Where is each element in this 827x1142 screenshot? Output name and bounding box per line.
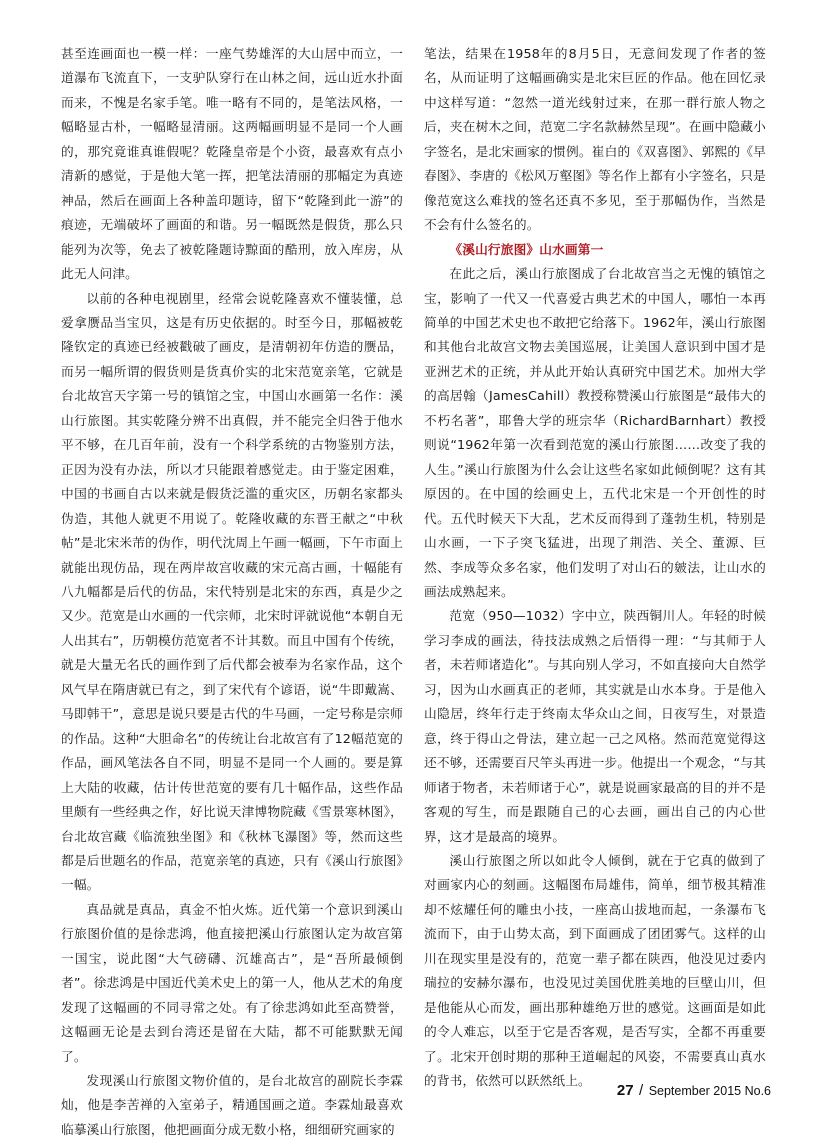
article-paragraph: 真品就是真品，真金不怕火炼。近代第一个意识到溪山行旅图价值的是徐悲鸿，他直接把溪山行旅图认定为故宫第一国宝，说此图“大气磅礴、沉雄高古”，是“吾所最倾倒者”。徐悲鸿是中国近代美术史上的第一人，他从艺术的角度发现了这幅画的不同寻常之处。有了徐悲鸿如此至高赞誉，这幅画无论是去到台湾还是留在大陆，都不可能默默无闻了。 [61, 901, 403, 1064]
left-column [61, 42, 403, 1142]
page-footer [617, 1082, 771, 1099]
article-paragraph: 范宽（950—1032）字中立，陕西铜川人。年轻的时候学习李成的画法，待技法成熟之后悟得一理：“与其师于人者，未若师诸造化”。与其向别人学习，不如直接向大自然学习，因为山水画真正的老师，其实就是山水本身。于是他入山隐居，终年行走于终南太华众山之间，日夜写生，对景造意，终于得山之骨法，建立起一己之风格。然而范宽觉得这还不够，还需要百尺竿头再进一步。他提出一个观念，“与其师诸于物者，未若师诸于心”，就是说画家最高的目的并不是客观的写生，而是跟随自己的心去画，画出自己的内心世界，这才是最高的境界。 [424, 608, 766, 844]
article-paragraph: 在此之后，溪山行旅图成了台北故宫当之无愧的镇馆之宝，影响了一代又一代喜爱古典艺术的中国人，哪怕一本再简单的中国艺术史也不敢把它给落下。1962年，溪山行旅图和其他台北故宫文物去美国巡展，让美国人意识到中国才是亚洲艺术的正统，并从此开始认真研究中国艺术。加州大学的高居翰（JamesCahill）教授称赞溪山行旅图是“最伟大的不朽名著”，耶鲁大学的班宗华（RichardBarnhart）教授则说“1962年第一次看到范宽的溪山行旅图……改变了我的人生。”溪山行旅图为什么会让这些名家如此倾倒呢？这有其原因的。在中国的绘画史上，五代北宋是一个开创性的时代。五代时候天下大乱，艺术反而得到了蓬勃生机，特别是山水画，一下子突飞猛进，出现了荆浩、关仝、董源、巨然、李成等众多名家，他们发明了对山石的皴法，让山水的画法成熟起来。 [424, 266, 766, 599]
page-number: 27 [616, 1082, 634, 1099]
right-column [424, 42, 766, 1093]
article-paragraph: 笔法，结果在1958年的8月5日，无意间发现了作者的签名，从而证明了这幅画确实是北宋巨匠的作品。他在回忆录中这样写道：“忽然一道光线射过来，在那一群行旅人物之后，夹在树木之间，范宽二字名款赫然呈现”。在画中隐藏小字签名，是北宋画家的惯例。崔白的《双喜图》、郭熙的《早春图》、李唐的《松风万壑图》等名作上都有小字签名，只是像范宽这么难找的签名还真不多见，至于那幅伪作，当然是不会有什么签名的。 [424, 46, 766, 233]
article-paragraph: 甚至连画面也一模一样：一座气势雄浑的大山居中而立，一道瀑布飞流直下，一支驴队穿行在山林之间，远山近水扑面而来，不愧是名家手笔。唯一略有不同的，是笔法风格，一幅略显古朴，一幅略显清丽。这两幅画明显不是同一个人画的，那究竟谁真谁假呢？乾隆皇帝是个小资，最喜欢有点小清新的感觉，于是他大笔一挥，把笔法清丽的那幅定为真迹神品，然后在画面上各种盖印题诗，留下“乾隆到此一游”的痕迹，无端破坏了画面的和谐。另一幅既然是假货，那么只能列为次等，免去了被乾隆题诗黥面的酷刑，放入库房，从此无人问津。 [61, 46, 403, 282]
issue-label: September 2015 No.6 [648, 1084, 771, 1098]
article-paragraph: 以前的各种电视剧里，经常会说乾隆喜欢不懂装懂，总爱拿赝品当宝贝，这是有历史依据的。时至今日，那幅被乾隆钦定的真迹已经被戳破了画皮，是清朝初年仿造的赝品，而另一幅所谓的假货则是货真价实的北宋范宽亲笔，它就是台北故宫天字第一号的镇馆之宝，中国山水画第一名作：溪山行旅图。其实乾隆分辨不出真假，并不能完全归咎于他水平不够，在几百年前，没有一个科学系统的古物鉴别方法，正因为没有办法，所以才只能跟着感觉走。由于鉴定困难，中国的书画自古以来就是假货泛滥的重灾区，历朝名家都头伪造，其他人就更不用说了。乾隆收藏的东晋王献之“中秋帖”是北宋米芾的伪作，明代沈周上午画一幅画，下午市面上就能出现仿品，现在两岸故宫收藏的宋元高古画，十幅能有八九幅都是后代的仿品，宋代特别是北宋的东西，真是少之又少。范宽是山水画的一代宗师，北宋时评就说他“本朝自无人出其右”，历朝模仿范宽者不计其数。而且中国有个传统，就是大量无名氏的画作到了后代都会被奉为名家作品，这个风气早在隋唐就已有之，到了宋代有个谚语，说“牛即戴嵩、马即韩干”，意思是说只要是古代的牛马画，一定号称是宗师的作品。这种“大胆命名”的传统让台北故宫有了12幅范宽的作品，画风笔法各自不同，明显不是同一个人画的。要是算上大陆的收藏，估计传世范宽的要有几十幅作品，这些作品里颇有一些经典之作，好比说天津博物院藏《雪景寒林图》，台北故宫藏《临流独坐图》和《秋林飞瀑图》等，然而这些都是后世题名的作品，范宽亲笔的真迹，只有《溪山行旅图》一幅。 [61, 290, 403, 893]
footer-separator: / [639, 1082, 644, 1099]
article-paragraph: 溪山行旅图之所以如此令人倾倒，就在于它真的做到了对画家内心的刻画。这幅图布局雄伟，简单，细节极其精准却不炫耀任何的雕虫小技，一座高山拔地而起，一条瀑布飞流而下，由于山势太高，到下面画成了团团雾气。这样的山川在现实里是没有的，范宽一辈子都在陕西，他没见过委内瑞拉的安赫尔瀑布，也没见过美国优胜美地的巨壁山川，但是他能从心而发，画出那种雄绝万世的感觉。这画面是如此的令人难忘，以至于它是否客观，是否写实，全都不再重要了。北宋开创时期的那种王道崛起的风姿，不需要真山真水的背书，依然可以跃然纸上。 [424, 852, 766, 1089]
article-paragraph: 发现溪山行旅图文物价值的，是台北故宫的副院长李霖灿，他是李苦禅的入室弟子，精通国画之道。李霖灿最喜欢临摹溪山行旅图，他把画面分成无数小格，细细研究画家的 [61, 1073, 403, 1137]
section-heading: 《溪山行旅图》山水画第一 [449, 241, 604, 257]
